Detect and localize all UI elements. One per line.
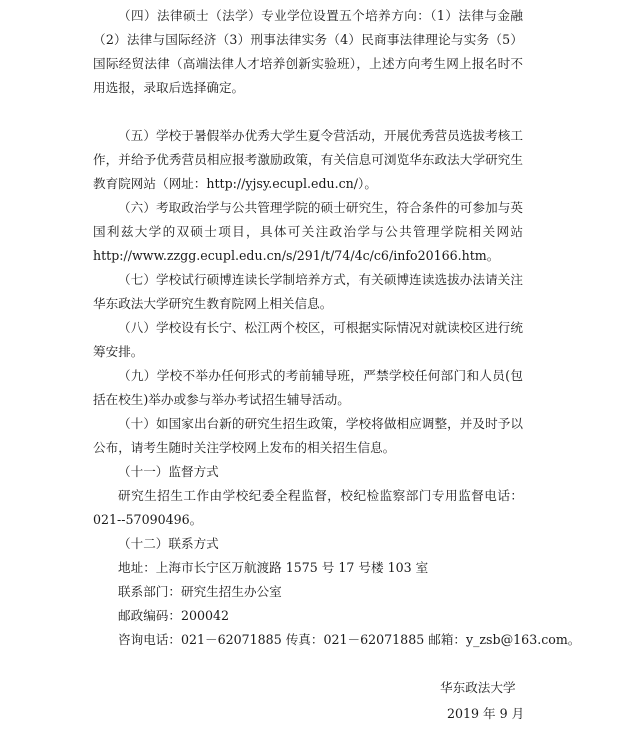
signature-date: 2019 年 9 月 xyxy=(447,706,525,721)
contact-address: 地址：上海市长宁区万航渡路 1575 号 17 号楼 103 室 xyxy=(118,560,429,575)
paragraph-4: （四）法律硕士（法学）专业学位设置五个培养方向：（1）法律与金融（2）法律与国际经济（3）刑事法律实务（4）民商事法律理论与实务（5）国际经贸法律（高端法律人才培养创新实验班），上述方向考生网上报名时不用选报，录取后选择确定。 xyxy=(93,8,523,95)
paragraph-5: （五）学校于暑假举办优秀大学生夏令营活动，开展优秀营员选拔考核工作，并给予优秀营员相应报考激励政策，有关信息可浏览华东政法大学研究生教育院网站（网址：http://yjsy.ecupl.edu.cn/）。 xyxy=(93,128,523,191)
paragraph-10: （十）如国家出台新的研究生招生政策，学校将做相应调整，并及时予以公布，请考生随时关注学校网上发布的相关招生信息。 xyxy=(93,416,523,455)
supervision-text: 研究生招生工作由学校纪委全程监督，校纪检监察部门专用监督电话：021--57090496。 xyxy=(93,488,523,527)
contact-phone: 咨询电话：021－62071885 传真：021－62071885 邮箱：y_zsb@163.com。 xyxy=(118,632,581,647)
paragraph-9: （九）学校不举办任何形式的考前辅导班，严禁学校任何部门和人员(包括在校生)举办或参与举办考试招生辅导活动。 xyxy=(93,368,523,407)
paragraph-7: （七）学校试行硕博连读长学制培养方式，有关硕博连读选拔办法请关注华东政法大学研究生教育院网上相关信息。 xyxy=(93,272,523,311)
contact-department: 联系部门：研究生招生办公室 xyxy=(118,584,282,599)
contact-heading: （十二）联系方式 xyxy=(118,536,219,551)
contact-postcode: 邮政编码：200042 xyxy=(118,608,230,623)
paragraph-6: （六）考取政治学与公共管理学院的硕士研究生，符合条件的可参加与英国利兹大学的双硕士项目，具体可关注政治学与公共管理学院相关网站http://www.zzgg.ecupl.edu.cn/s/291/t/74/4c/c6/info20166.htm。 xyxy=(93,200,523,263)
paragraph-8: （八）学校设有长宁、松江两个校区，可根据实际情况对就读校区进行统筹安排。 xyxy=(93,320,523,359)
signature-org: 华东政法大学 xyxy=(440,680,516,695)
supervision-heading: （十一）监督方式 xyxy=(118,464,219,479)
